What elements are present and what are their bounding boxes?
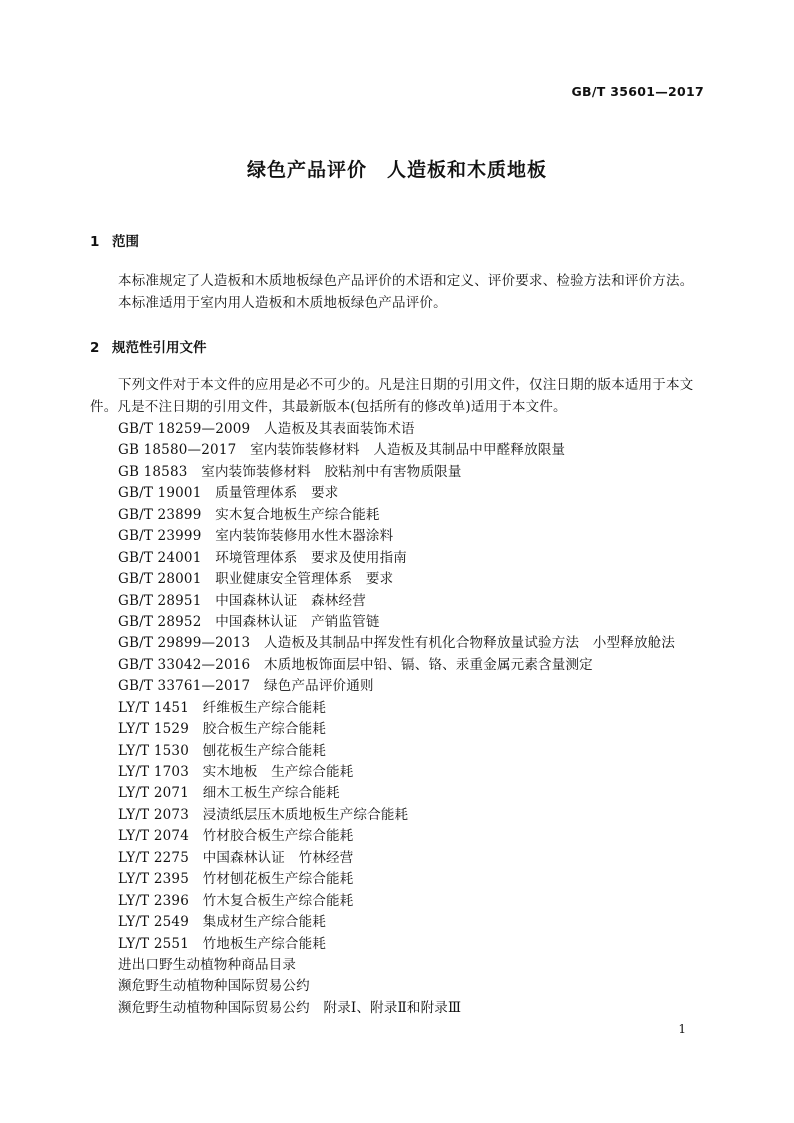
section-2-number: 2 — [90, 340, 100, 356]
reference-item: LY/T 2071 细木工板生产综合能耗 — [118, 785, 340, 802]
reference-item: LY/T 1530 刨花板生产综合能耗 — [118, 742, 327, 759]
reference-item: GB/T 33761—2017 绿色产品评价通则 — [118, 678, 374, 695]
reference-item: LY/T 2074 竹材胶合板生产综合能耗 — [118, 828, 354, 845]
reference-item: LY/T 2275 中国森林认证 竹林经营 — [118, 849, 354, 866]
normative-references-list — [118, 419, 675, 1019]
reference-item: GB/T 28951 中国森林认证 森林经营 — [118, 592, 366, 609]
reference-item: LY/T 2549 集成材生产综合能耗 — [118, 914, 327, 931]
reference-item: LY/T 2551 竹地板生产综合能耗 — [118, 935, 327, 952]
scope-paragraph-2: 本标准适用于室内用人造板和木质地板绿色产品评价。 — [118, 295, 447, 311]
reference-item: GB 18580—2017 室内装饰装修材料 人造板及其制品中甲醛释放限量 — [118, 442, 566, 459]
section-2-title: 规范性引用文件 — [112, 340, 207, 356]
reference-item: LY/T 1451 纤维板生产综合能耗 — [118, 699, 327, 716]
document-title: 绿色产品评价 人造板和木质地板 — [246, 159, 547, 181]
reference-item: GB/T 19001 质量管理体系 要求 — [118, 485, 339, 502]
reference-item: GB/T 23999 室内装饰装修用水性木器涂料 — [118, 528, 394, 545]
reference-item: GB 18583 室内装饰装修材料 胶粘剂中有害物质限量 — [118, 463, 462, 480]
section-2-heading — [90, 336, 207, 356]
references-intro-paragraph: 下列文件对于本文件的应用是必不可少的。凡是注日期的引用文件，仅注日期的版本适用于本文件。凡是不注日期的引用文件，其最新版本(包括所有的修改单)适用于本文件。 — [90, 377, 694, 415]
reference-item: 进出口野生动植物种商品目录 — [118, 956, 297, 973]
reference-item: 濒危野生动植物种国际贸易公约 附录Ⅰ、附录Ⅱ和附录Ⅲ — [118, 999, 462, 1016]
reference-item: GB/T 29899—2013 人造板及其制品中挥发性有机化合物释放量试验方法 小型释放舱法 — [118, 635, 676, 652]
scope-paragraph-1: 本标准规定了人造板和木质地板绿色产品评价的术语和定义、评价要求、检验方法和评价方法。 — [118, 273, 694, 289]
reference-item: GB/T 28001 职业健康安全管理体系 要求 — [118, 571, 394, 588]
standard-code: GB/T 35601—2017 — [571, 84, 704, 99]
reference-item: LY/T 1703 实木地板 生产综合能耗 — [118, 764, 354, 780]
section-1-heading — [90, 230, 139, 250]
reference-item: GB/T 33042—2016 木质地板饰面层中铅、镉、铬、汞重金属元素含量测定 — [118, 656, 593, 673]
reference-item: LY/T 2395 竹材刨花板生产综合能耗 — [118, 871, 354, 888]
reference-item: 濒危野生动植物种国际贸易公约 — [118, 978, 310, 995]
reference-item: GB/T 24001 环境管理体系 要求及使用指南 — [118, 549, 407, 566]
reference-item: GB/T 28952 中国森林认证 产销监管链 — [118, 613, 380, 630]
reference-item: LY/T 2396 竹木复合板生产综合能耗 — [118, 892, 354, 909]
reference-item: GB/T 23899 实木复合地板生产综合能耗 — [118, 506, 380, 523]
reference-item: LY/T 2073 浸渍纸层压木质地板生产综合能耗 — [118, 806, 409, 823]
reference-item: GB/T 18259—2009 人造板及其表面装饰术语 — [118, 421, 415, 437]
page-number: 1 — [678, 1022, 686, 1036]
section-1-number: 1 — [90, 234, 100, 250]
reference-item: LY/T 1529 胶合板生产综合能耗 — [118, 721, 327, 738]
section-1-title: 范围 — [112, 234, 139, 250]
